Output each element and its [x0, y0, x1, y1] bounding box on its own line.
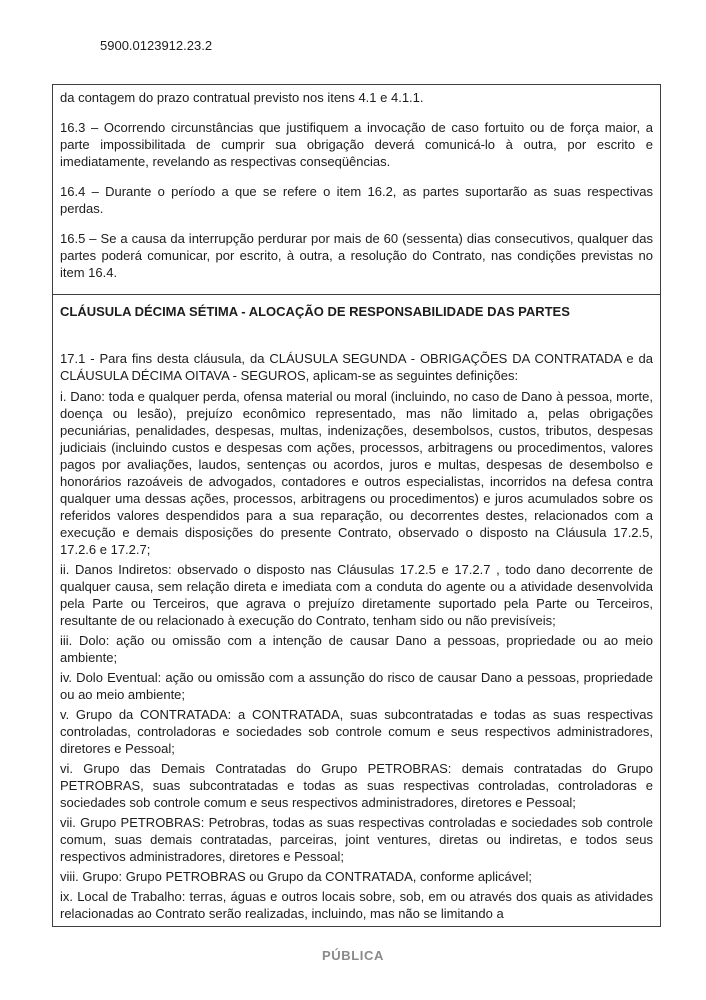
- definition-item-vii: vii. Grupo PETROBRAS: Petrobras, todas as suas respectivas controladas e sociedades sob controle comum, suas demais contratadas, parceiras, joint ventures, diretas ou indiretas, e todos seus respectivos administradores, diretores e Pessoal;: [60, 815, 653, 864]
- definition-item-i: i. Dano: toda e qualquer perda, ofensa material ou moral (incluindo, no caso de Dano à pessoa, morte, doença ou lesão), prejuízo econômico representado, mas não limitado a, pelas obrigações pecuniárias, penalidades, despesas, multas, indenizações, desembolsos, custos, tributos, despesas judiciais (incluindo custos e despesas com ações, processos, arbitragens ou procedimentos, valores pagos por avaliações, laudos, sentenças ou acordos, juros e multas, despesas de desembolso e honorários razoáveis de advogados, contadores e outros especialistas, incorridos na defesa contra qualquer uma dessas ações, processos, arbitragens ou procedimentos) e juros acumulados sobre os referidos valores despendidos para a sua reparação, ou decorrentes destes, relacionados com a execução e demais disposições do presente Contrato, observado o disposto na Cláusula 17.2.5, 17.2.6 e 17.2.7;: [60, 389, 653, 557]
- section-clause-16: [53, 85, 660, 295]
- doc-number: 5900.0123912.23.2: [100, 38, 213, 53]
- definition-item-ix: ix. Local de Trabalho: terras, águas e outros locais sobre, sob, em ou através dos quais as atividades relacionadas ao Contrato serão realizadas, incluindo, mas não se limitando a: [60, 889, 653, 921]
- clause-16-3: 16.3 – Ocorrendo circunstâncias que justifiquem a invocação de caso fortuito ou de força maior, a parte impossibilitada de cumprir sua obrigação deverá comunicá-lo à outra, por escrito e imediatamente, revelando as respectivas conseqüências.: [60, 120, 653, 169]
- definition-item-vi: vi. Grupo das Demais Contratadas do Grupo PETROBRAS: demais contratadas do Grupo PETROBRAS, suas subcontratadas e todas as suas respectivas controladas, controladoras e sociedades sob controle comum e seus respectivos administradores, diretores e Pessoal;: [60, 761, 653, 810]
- definition-item-iv: iv. Dolo Eventual: ação ou omissão com a assunção do risco de causar Dano a pessoas, propriedade ou ao meio ambiente;: [60, 670, 653, 702]
- section-clause-17: [53, 295, 660, 926]
- footer-classification: PÚBLICA: [322, 948, 384, 963]
- definition-item-v: v. Grupo da CONTRATADA: a CONTRATADA, suas subcontratadas e todas as suas respectivas controladas, controladoras e sociedades sob controle comum e seus respectivos administradores, diretores e Pessoal;: [60, 707, 653, 756]
- definition-item-iii: iii. Dolo: ação ou omissão com a intenção de causar Dano a pessoas, propriedade ou ao meio ambiente;: [60, 633, 653, 665]
- clause-16-4: 16.4 – Durante o período a que se refere o item 16.2, as partes suportarão as suas respectivas perdas.: [60, 184, 653, 216]
- clause-17-1: 17.1 - Para fins desta cláusula, da CLÁUSULA SEGUNDA - OBRIGAÇÕES DA CONTRATADA e da CLÁUSULA DÉCIMA OITAVA - SEGUROS, aplicam-se as seguintes definições:: [60, 351, 653, 383]
- contract-text-box: [52, 84, 661, 927]
- definition-item-viii: viii. Grupo: Grupo PETROBRAS ou Grupo da CONTRATADA, conforme aplicável;: [60, 869, 533, 884]
- definition-item-ii: ii. Danos Indiretos: observado o disposto nas Cláusulas 17.2.5 e 17.2.7 , todo dano decorrente de qualquer causa, sem relação direta e imediata com a conduta do agente ou a atividade desenvolvida pela Parte ou Terceiros, que agrava o prejuízo diretamente suportado pela Parte ou Terceiros, resultante de ou relacionado à execução do Contrato, tenham sido ou não previsíveis;: [60, 562, 653, 628]
- clause-17-heading: CLÁUSULA DÉCIMA SÉTIMA - ALOCAÇÃO DE RESPONSABILIDADE DAS PARTES: [60, 304, 570, 319]
- carryover-text: da contagem do prazo contratual previsto nos itens 4.1 e 4.1.1.: [60, 90, 424, 105]
- clause-16-5: 16.5 – Se a causa da interrupção perdurar por mais de 60 (sessenta) dias consecutivos, qualquer das partes poderá comunicar, por escrito, à outra, a resolução do Contrato, nas condições previstas no item 16.4.: [60, 231, 653, 280]
